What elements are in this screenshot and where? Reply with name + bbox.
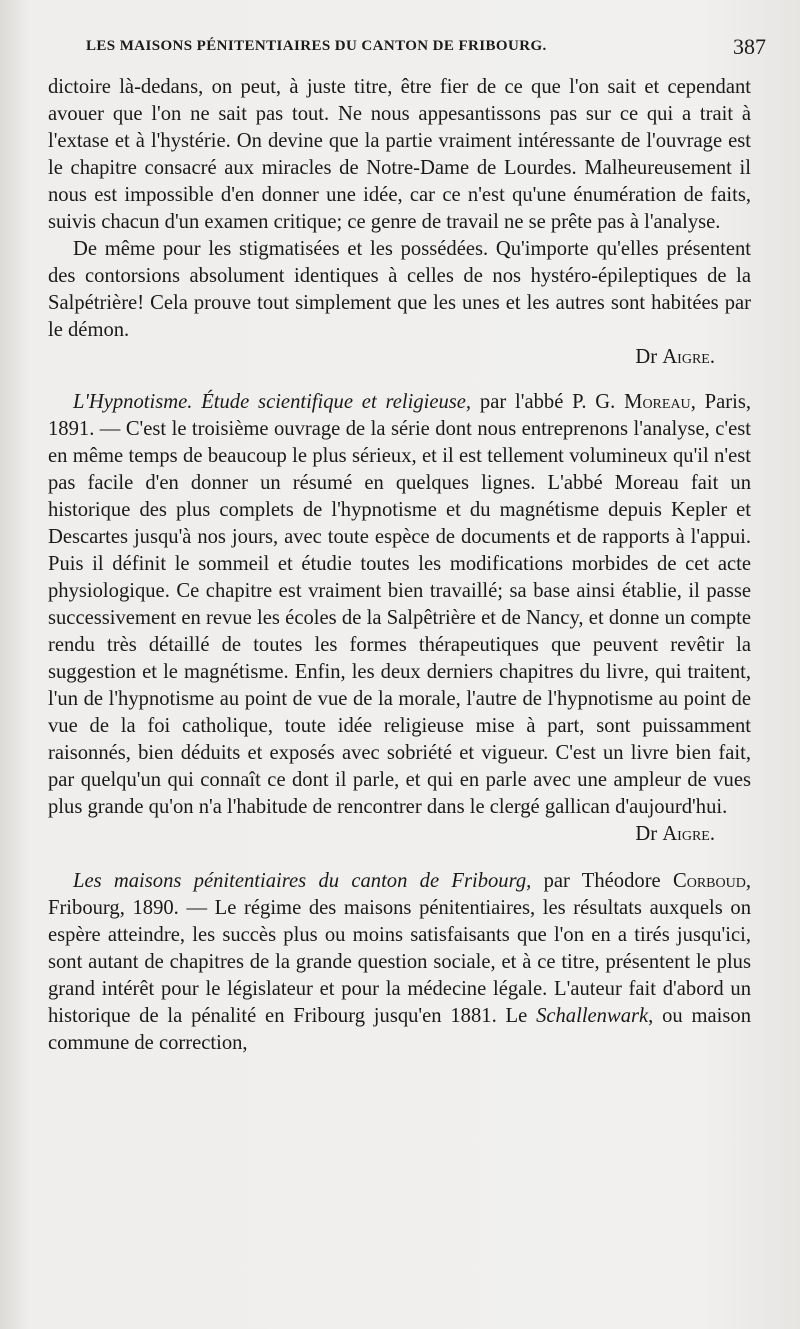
body-text <box>48 74 751 1057</box>
signature-aigre-2 <box>48 821 751 848</box>
signature-prefix: Dr <box>635 823 658 845</box>
signature-name: Aigre. <box>662 346 715 368</box>
section-gap <box>48 848 751 868</box>
paragraph-continuation: dictoire là-dedans, on peut, à juste titre, être fier de ce que l'on sait et cependant avouer que l'on ne sait pas tout. Ne nous appesantissons pas sur ce qui a trait à l'extase et à l'hystérie. On devine que la partie vraiment intéressante de l'ouvrage est le chapitre consacré aux miracles de Notre-Dame de Lourdes. Malheureusement il nous est impossible d'en donner une idée, car ce n'est qu'une énumération de faits, suivis chacun d'un examen critique; ce genre de travail ne se prête pas à l'analyse. <box>48 76 751 233</box>
review-title: Les maisons pénitentiaires du canton de Fribourg, <box>73 870 532 892</box>
review-byline: par Théodore <box>531 870 673 892</box>
review-body: , Paris, 1891. — C'est le troisième ouvrage de la série dont nous entreprenons l'analyse, c'est en même temps de beaucoup le plus sérieux, et il est tellement volumineux qu'il n'est pas facile d'en donner un résumé en quelques lignes. L'abbé Moreau fait un historique des plus complets de l'hypnotisme et du magnétisme depuis Kepler et Descartes jusqu'à nos jours, avec toute espèce de documents et de rapports à l'appui. Puis il définit le sommeil et étudie toutes les modifications morbides de cet acte physiologique. Ce chapitre est vraiment bien travaillé; sa base ainsi établie, il passe successivement en revue les écoles de la Salpêtrière et de Nancy, et donne un compte rendu très détaillé de toutes les formes thérapeutiques que peuvent revêtir la suggestion et le magnétisme. Enfin, les deux derniers chapitres du livre, qui traitent, l'un de l'hypnotisme au point de vue de la morale, l'autre de l'hypnotisme au point de vue de la foi catholique, toute idée religieuse mise à part, sont puissamment raisonnés, bien déduits et exposés avec sobriété et vigueur. C'est un livre bien fait, par quelqu'un qui connaît ce dont il parle, et qui en parle avec une ampleur de vues plus grande qu'on n'a l'habitude de rencontrer dans le clergé gallican d'aujourd'hui. <box>48 391 751 818</box>
signature-prefix: Dr <box>635 346 658 368</box>
review-author: Moreau <box>624 391 691 413</box>
review-author: Corboud <box>672 870 746 892</box>
section-gap <box>48 371 751 389</box>
paragraph-stigmatisees: De même pour les stigmatisées et les possédées. Qu'importe qu'elles présentent des contorsions absolument identiques à celles de nos hystéro-épileptiques de la Salpétrière! Cela prouve tout simplement que les unes et les autres sont habitées par le démon. <box>48 238 751 341</box>
review-maisons-penitentiaires <box>48 868 751 1057</box>
signature-name: Aigre. <box>662 823 715 845</box>
review-hypnotisme <box>48 389 751 821</box>
running-head: LES MAISONS PÉNITENTIAIRES DU CANTON DE FRIBOURG. <box>86 38 547 54</box>
review-italic-term: Schallenwark <box>536 1005 649 1027</box>
review-title: L'Hypnotisme. Étude scientifique et religieuse, <box>73 391 472 413</box>
page-header <box>86 36 766 68</box>
review-body-end: , ou maison commune de correction, <box>48 1005 752 1054</box>
signature-aigre-1 <box>48 344 751 371</box>
page-number: 387 <box>733 34 766 59</box>
review-body: , Fribourg, 1890. — Le régime des maisons pénitentiaires, les résultats auxquels on espère atteindre, les succès plus ou moins satisfaisants que l'on en a tirés jusqu'ici, sont autant de chapitres de la grande question sociale, et à ce titre, présentent le plus grand intérêt pour le législateur et pour la médecine légale. L'auteur fait d'abord un historique de la pénalité en Fribourg jusqu'en 1881. Le <box>48 870 751 1027</box>
review-byline: par l'abbé P. G. <box>471 391 625 413</box>
